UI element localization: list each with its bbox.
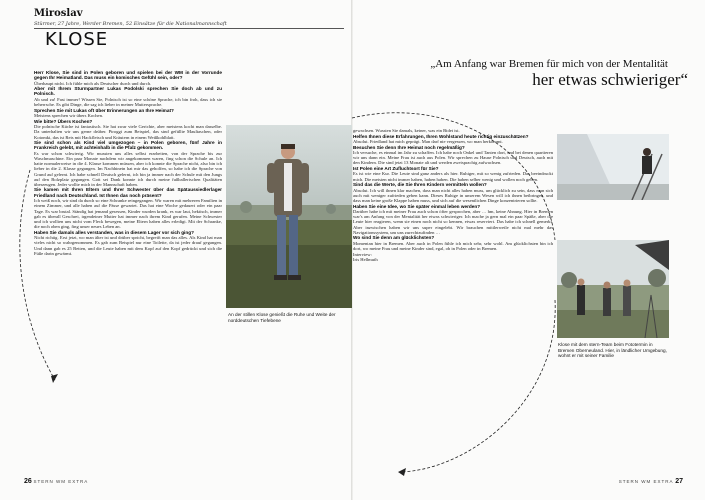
interview-answer: Ab und zu! Fast immer! Wissen Sie, Polnisch ist so eine schöne Sprache, ich bin froh, dass ich sie beherrsche. Es gibt Dinge, die sag ich lieber in meiner Muttersprache.: [34, 96, 222, 108]
interview-answer: Es war schon schwierig. Wir mussten uns alles selbst erarbeiten, von der Sprache bis zur Waschmaschine. Ein paar Monate nachdem wir angekommen waren, fing schon die Schule an. Ich hatte normalerweise in die 4. Klasse kommen müssen, aber ich konnte die Sprache nicht, also bin ich lieber in die 2. Klasse gegangen. Im Nachhinein hat mir das geholfen, so habe ich die Sprache von Grund auf gelernt. Ich habe schnell Deutsch gelernt, ich bin ja immer nach der Schule mit den Jungs auf den Bolzplatz gegangen. Gott sei Dank konnte ich durch meine fußballerischen Qualitäten überzeugen. Jeder wollte mich in der Mannschaft haben.: [34, 150, 222, 187]
page-number-right: 27: [675, 478, 683, 485]
interview-question: Sie sind schon als Kind viel umgezogen – in Polen geboren, fünf Jahre in Frankreich gelebt, mit achteinhalb in die Pfalz gekommen.: [34, 140, 222, 151]
interview-question: Besuchen Sie denn Ihre Heimat noch regelmäßig?: [353, 144, 465, 150]
footer-left: [24, 478, 88, 485]
interview-answer: Ich weiß noch, wir sind da durch so eine Schranke reingegangen. Wir waren mit mehreren Familien in einem Zimmer, und alle haben auf die Pässe gewartet. Das hat eine Woche gedauert oder ein paar Tage. Es war brutal. Ständig hat jemand gesessen, Kinder wurden krank, es war laut, hektisch, immer gab es überall Geschrei, irgendeiner Mutter hat immer nach ihrem Kind gerufen. Meine Schwester und ich wollten uns nicht vom Fleck bewegen, meine Eltern haben alles erledigt. Mit der Schranke, die noch oben ging, fing unser neues Leben an.: [34, 198, 222, 230]
pull-quote-line-1: „Am Anfang war Bremen für mich von der Mentalität: [430, 58, 668, 70]
photo-photographer: [557, 134, 669, 200]
photo-team-shooting: [557, 240, 669, 338]
interview-column-middle: [353, 128, 553, 458]
interview-question: Helfen Ihnen diese Erfahrungen, Ihren Wohlstand heute richtig einzuschätzen?: [353, 133, 529, 139]
pull-quote-line-2: her etwas schwieriger“: [532, 70, 688, 89]
interview-answer: gewachsen. Wussten Sie damals, keiner, was ein Bidet ist.: [353, 128, 460, 133]
interview-question: Haben Sie eine Idee, wo Sie später einmal leben werden?: [353, 203, 481, 209]
interview-answer: Überhaupt nicht. Ich fühle mich als Deutscher durch und durch.: [34, 80, 152, 86]
caption-photo-3: Klose mit dem stern-Team beim Fototermin in Bremen Oberneuland. Hier, in ländlicher Umgebung, wohnt er mit seiner Familie: [558, 342, 667, 359]
interview-answer: Iris Hellmuth: [353, 257, 378, 263]
interview-answer: Interview:: [353, 251, 372, 257]
caption-photo-1: An der stillen Klose genießt die Ruhe und Weite der norddeutschen Tiefebene: [228, 312, 336, 323]
interview-answer: Absolut. Friedland hat mich geprägt. Man darf nie vergessen, wo man herkommt.: [353, 139, 503, 144]
magazine-name-right: STERN WM EXTRA: [618, 479, 674, 484]
interview-answer: Absolut. Ich will ihnen klar machen, dass man nicht alles haben muss, um glücklich zu sein, dass man sich auch mit weniger zufrieden geben kann. Dieses Ruhige in unserem Wesen will ich ihnen beibringen, und dass man keine große Klappe haben muss, und sich auf die wesentlichen Dinge konzentrieren sollte.: [353, 187, 553, 204]
interview-answer: Darüber habe ich mit meiner Frau auch schon öfter gesprochen, aber … hm, keine Ahnung. Hier in Bremen war's am Anfang von der Mentalität her etwas schwieriger. Ich mache ja gern mal ein paar Späße, aber die Leute hier reagieren, wenn sie einen noch nicht so kennen, etwas reserviert. Das habe ich schnell gemerkt. Aber inzwischen haben wir uns super eingelebt. Wir brauchen mittlerweile nicht mal mehr das Navigationssystem, um uns zurechtzufinden …: [353, 209, 553, 235]
header-meta: Stürmer, 27 Jahre, Werder Bremen, 52 Einsätze für die Nationalmannschaft: [34, 21, 227, 27]
interview-answer: Ich versuche, es einmal im Jahr zu schaffen. Ich habe noch Onkel und Tanten dort, und bei denen quartieren wir uns dann ein. Meine Frau ist auch aus Polen. Wir sprechen zu Hause Polnisch und Deutsch, auch mit den Kindern. Die sind jetzt 13 Monate alt und werden zweisprachig aufwachsen.: [353, 150, 553, 166]
interview-question: Wie bitte? Übers Kochen?: [34, 118, 93, 124]
magazine-name-left: STERN WM EXTRA: [33, 479, 89, 484]
interview-question: Sind das die Werte, die Sie Ihren Kindern vermitteln wollen?: [353, 182, 487, 188]
footer-right: [619, 478, 683, 485]
interview-answer: Momentan hier in Bremen. Aber auch in Polen fühle ich mich sehr, sehr wohl. Am glücklichsten bin ich dort, wo meine Frau und meine Kinder sind, egal, ob in Polen oder in Bremen.: [353, 240, 553, 252]
interview-answer: Die polnische Küche ist fantastisch. Sie hat zwar viele Gerichte, aber meistens kocht man dasselbe. Da unterhalten wir uns gerne drüber. Piroggi zum Beispiel, das sind gefüllte Maultaschen, oder Kotomki, das ist Reis mit Hackfleisch und Kräutern in einem Weißkohlblatt.: [34, 124, 222, 140]
interview-question: Sprechen Sie mit Lukas oft über Erinnerungen an Ihre Heimat?: [34, 107, 174, 113]
interview-question: Haben Sie damals alles verstanden, was in diesem Lager vor sich ging?: [34, 229, 194, 235]
interview-question: Aber mit Ihrem Sturmpartner Lukas Podolski sprechen Sie doch ab und zu Polnisch.: [34, 86, 222, 97]
page-number-left: 26: [24, 478, 32, 485]
interview-column-left: [34, 70, 222, 453]
photo-klose-field: [226, 125, 352, 308]
header-first-name: Miroslav: [34, 8, 83, 19]
interview-question: Wo sind Sie denn am glücklichsten?: [353, 235, 435, 241]
interview-question: Sie kamen mit Ihren Eltern und Ihrer Schwester über das Spätaussiedlerlager Friedland nach Deutschland. Ist Ihnen das noch präsent?: [34, 187, 222, 198]
interview-answer: Nicht richtig. Erst jetzt, wo man älter ist und drüber spricht, begreift man das alles. Als Kind hat man vieles nicht so wahrgenommen. Es gab zum Beispiel nur eine Toilette, da ist jeder drauf gegangen. Und dann gab es 25 Betten, und die Leute haben mit dem Kopf auf den Kopf gedrückt und sich die Füße darin gewärmt.: [34, 235, 222, 256]
interview-question: Ist Polen eine Art Zufluchtsort für Sie?: [353, 165, 439, 171]
interview-answer: Meistens sprechen wir übers Kochen.: [34, 113, 104, 119]
interview-answer: Es ist wie eine Kur. Die Leute sind ganz anders als hier. Ruhiger, mit so wenig zufrieden. Das beeindruckt mich. Die meisten nicht immer haben, haben haben. Die haben selber wenig und wollen noch geben.: [353, 171, 553, 182]
interview-question: Herr Klose, Sie sind in Polen geboren und spielen bei der WM in der Vorrunde gegen Ihr Heimatland. Das muss ein komisches Gefühl sein, oder?: [34, 70, 222, 81]
header-surname: KLOSE: [45, 29, 109, 50]
